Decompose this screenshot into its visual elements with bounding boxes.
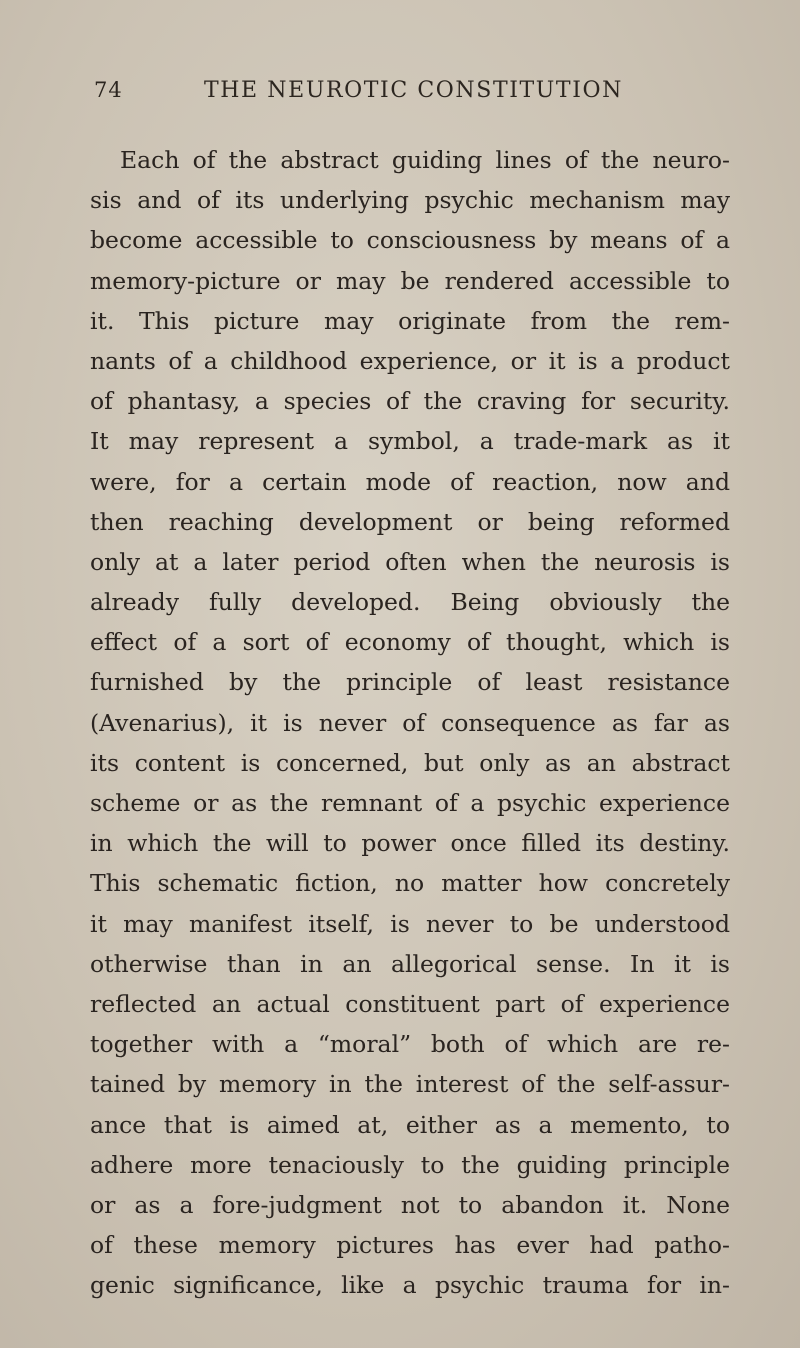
text-line: it may manifest itself, is never to be understood: [90, 909, 730, 938]
text-line: its content is concerned, but only as an abstract: [90, 748, 730, 777]
text-line: were, for a certain mode of reaction, now and: [90, 467, 730, 496]
text-line: It may represent a symbol, a trade-mark as it: [90, 427, 730, 456]
text-line: scheme or as the remnant of a psychic experience: [90, 789, 730, 817]
text-line: together with a “moral” both of which are re-: [90, 1030, 730, 1059]
text-line: effect of a sort of economy of thought, which is: [90, 628, 730, 657]
text-line: ance that is aimed at, either as a memento, to: [90, 1110, 730, 1139]
text-line: otherwise than in an allegorical sense. In it is: [90, 949, 730, 978]
text-line: furnished by the principle of least resistance: [90, 668, 730, 697]
text-line: nants of a childhood experience, or it is a product: [90, 346, 730, 375]
text-line: of phantasy, a species of the craving for security.: [90, 387, 730, 416]
text-line: memory-picture or may be rendered accessible to: [90, 266, 730, 295]
text-line: or as a fore-judgment not to abandon it. None: [90, 1190, 730, 1219]
text-line: genic significance, like a psychic trauma for in-: [90, 1271, 730, 1300]
text-line: reflected an actual constituent part of experience: [90, 989, 730, 1018]
text-line: in which the will to power once filled its destiny.: [90, 829, 730, 858]
text-line: it. This picture may originate from the rem-: [90, 306, 730, 335]
page-header: [0, 78, 800, 128]
text-line: only at a later period often when the neurosis is: [90, 547, 730, 576]
text-line: (Avenarius), it is never of consequence as far as: [90, 708, 730, 737]
text-line: sis and of its underlying psychic mechanism may: [90, 186, 730, 215]
text-line: become accessible to consciousness by means of a: [90, 226, 730, 255]
text-line: tained by memory in the interest of the self-assur-: [90, 1070, 730, 1099]
text-line: adhere more tenaciously to the guiding principle: [90, 1150, 730, 1179]
page-number: 74: [94, 78, 123, 102]
text-line: Each of the abstract guiding lines of the neuro-: [120, 146, 730, 174]
text-line: of these memory pictures has ever had patho-: [90, 1231, 730, 1260]
body-paragraph: [90, 140, 730, 1305]
text-line: already fully developed. Being obviously the: [90, 588, 730, 617]
text-line: This schematic fiction, no matter how concretely: [90, 869, 730, 898]
running-head: THE NEUROTIC CONSTITUTION: [204, 78, 623, 103]
text-line: then reaching development or being reformed: [90, 507, 730, 536]
